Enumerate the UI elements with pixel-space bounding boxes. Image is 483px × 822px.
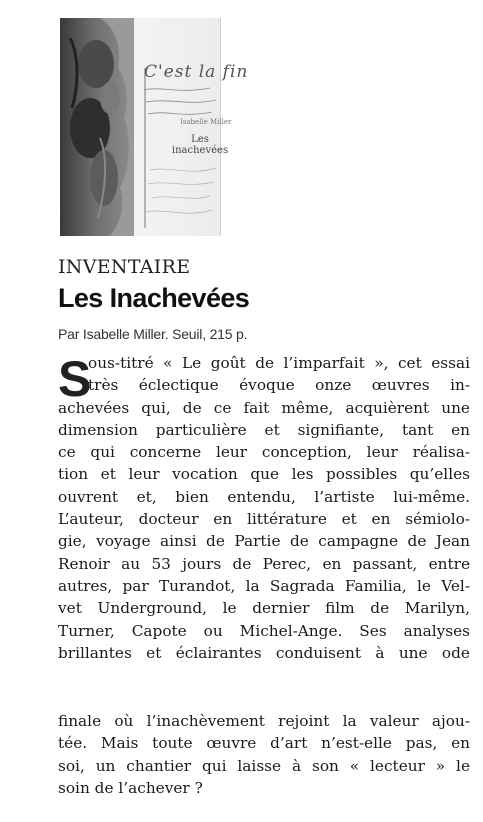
body-line: tée. Mais toute œuvre d’art n’est-elle pas, en <box>58 734 470 753</box>
body-line: soin de l’achever ? <box>58 778 203 797</box>
book-cover <box>60 18 249 236</box>
body-line: achevées qui, de ce fait même, acquièrent une <box>58 398 470 417</box>
cover-author: Isabelle Miller <box>180 118 232 126</box>
body-line: ce qui concerne leur conception, leur réalisa- <box>58 443 470 462</box>
article-headline: Les Inachevées <box>58 283 250 313</box>
cover-script-text: C'est la fin <box>144 62 249 82</box>
body-line: ouvrent et, bien entendu, l’artiste lui-même. <box>58 487 470 506</box>
body-line: très éclectique évoque onze œuvres in- <box>88 376 470 395</box>
sculpture-figure-image <box>60 18 134 236</box>
body-line: L’auteur, docteur en littérature et en sémiolo- <box>58 510 470 529</box>
body-line: vet Underground, le dernier film de Marilyn, <box>58 599 470 618</box>
body-line: brillantes et éclairantes conduisent à une ode <box>58 643 470 662</box>
body-line: gie, voyage ainsi de Partie de campagne de Jean <box>58 532 470 551</box>
cover-title <box>170 134 230 156</box>
cover-title-line: inachevées <box>171 145 229 156</box>
section-kicker: INVENTAIRE <box>58 256 191 278</box>
article-body-part2 <box>58 710 470 799</box>
body-line: soi, un chantier qui laisse à son « lecteur » le <box>58 756 470 775</box>
drop-cap: S <box>58 351 92 407</box>
body-line: Turner, Capote ou Michel-Ange. Ses analyses <box>58 621 470 640</box>
body-line: tion et leur vocation que les possibles qu’elles <box>58 465 470 484</box>
body-line: finale où l’inachèvement rejoint la valeur ajou- <box>58 712 470 730</box>
body-line: ous-titré « Le goût de l’imparfait », cet essai <box>88 354 470 372</box>
photo-credit: PG <box>60 214 66 221</box>
article-byline: Par Isabelle Miller. Seuil, 215 p. <box>58 326 248 342</box>
body-line: dimension particulière et signifiante, tant en <box>58 420 470 439</box>
article-body-part1 <box>58 352 470 664</box>
body-line: autres, par Turandot, la Sagrada Familia, le Vel- <box>58 576 470 595</box>
cover-title-line: Les <box>191 134 209 145</box>
body-line: Renoir au 53 jours de Perec, en passant, entre <box>58 554 470 573</box>
